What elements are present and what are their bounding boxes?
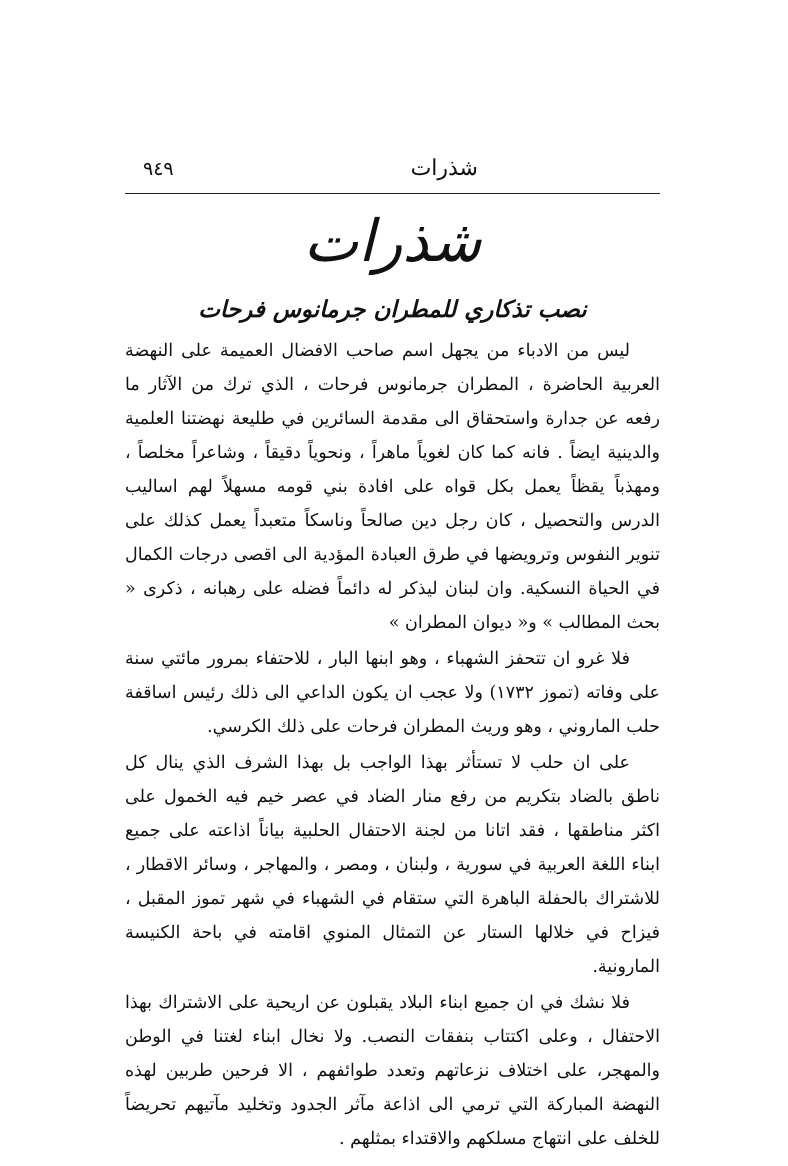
running-title: شذرات <box>410 156 478 181</box>
paragraph: ليس من الادباء من يجهل اسم صاحب الافضال العميمة على النهضة العربية الحاضرة ، المطران جرمانوس فرحات ، الذي ترك من الآثار ما رفعه عن جدارة واستحقاق الى مقدمة السائرين في طليعة نهضتنا العلمية والدينية ايضاً . فانه كما كان لغوياً ماهراً ، ونحوياً دقيقاً ، وشاعراً مخلصاً ، ومهذباً يقظاً يعمل بكل قواه على افادة بني قومه مسهلاً لهم اساليب الدرس والتحصيل ، كان رجل دين صالحاً وناسكاً متعبداً يعمل كذلك على تنوير النفوس وترويضها في طرق العبادة المؤدية الى اقصى درجات الكمال في الحياة النسكية. وان لبنان ليذكر له دائماً فضله على رهبانه ، ذكرى « بحث المطالب » و« ديوان المطران » <box>125 341 660 633</box>
section-title: شذرات <box>303 207 482 275</box>
header-rule <box>125 193 660 194</box>
article-title: نصب تذكاري للمطران جرمانوس فرحات <box>198 296 587 323</box>
paragraph: على ان حلب لا تستأثر بهذا الواجب بل بهذا الشرف الذي ينال كل ناطق بالضاد بتكريم من رفع منار الضاد في عصر خيم فيه الخمول على اكثر مناطقها ، فقد اتانا من لجنة الاحتفال الحلبية بياناً اذاعته على جميع ابناء اللغة العربية في سورية ، ولبنان ، ومصر ، والمهاجر ، وسائر الاقطار ، للاشتراك بالحفلة الباهرة التي ستقام في الشهباء في شهر تموز المقبل ، فيزاح في خلالها الستار عن التمثال المنوي اقامته في باحة الكنيسة المارونية. <box>125 753 660 977</box>
running-header <box>125 148 660 188</box>
paragraph: فلا غرو ان تتحفز الشهباء ، وهو ابنها البار ، للاحتفاء بمرور مائتي سنة على وفاته (تموز ١٧٣٢) ولا عجب ان يكون الداعي الى ذلك رئيس اساقفة حلب الماروني ، وهو وريث المطران فرحات على ذلك الكرسي. <box>125 649 660 737</box>
page-number: ٩٤٩ <box>143 158 174 180</box>
paragraph: فلا نشك في ان جميع ابناء البلاد يقبلون عن اريحية على الاشتراك بهذا الاحتفال ، وعلى اكتتاب بنفقات النصب. ولا نخال ابناء لغتنا في الوطن والمهجر، على اختلاف نزعاتهم وتعدد طوائفهم ، الا فرحين طربين لهذه النهضة المباركة التي ترمي الى اذاعة مآثر الجدود وتخليد مآتيهم تحريضاً للخلف على انتهاج مسلكهم والاقتداء بمثلهم . <box>125 993 660 1149</box>
article-body <box>125 334 660 1156</box>
